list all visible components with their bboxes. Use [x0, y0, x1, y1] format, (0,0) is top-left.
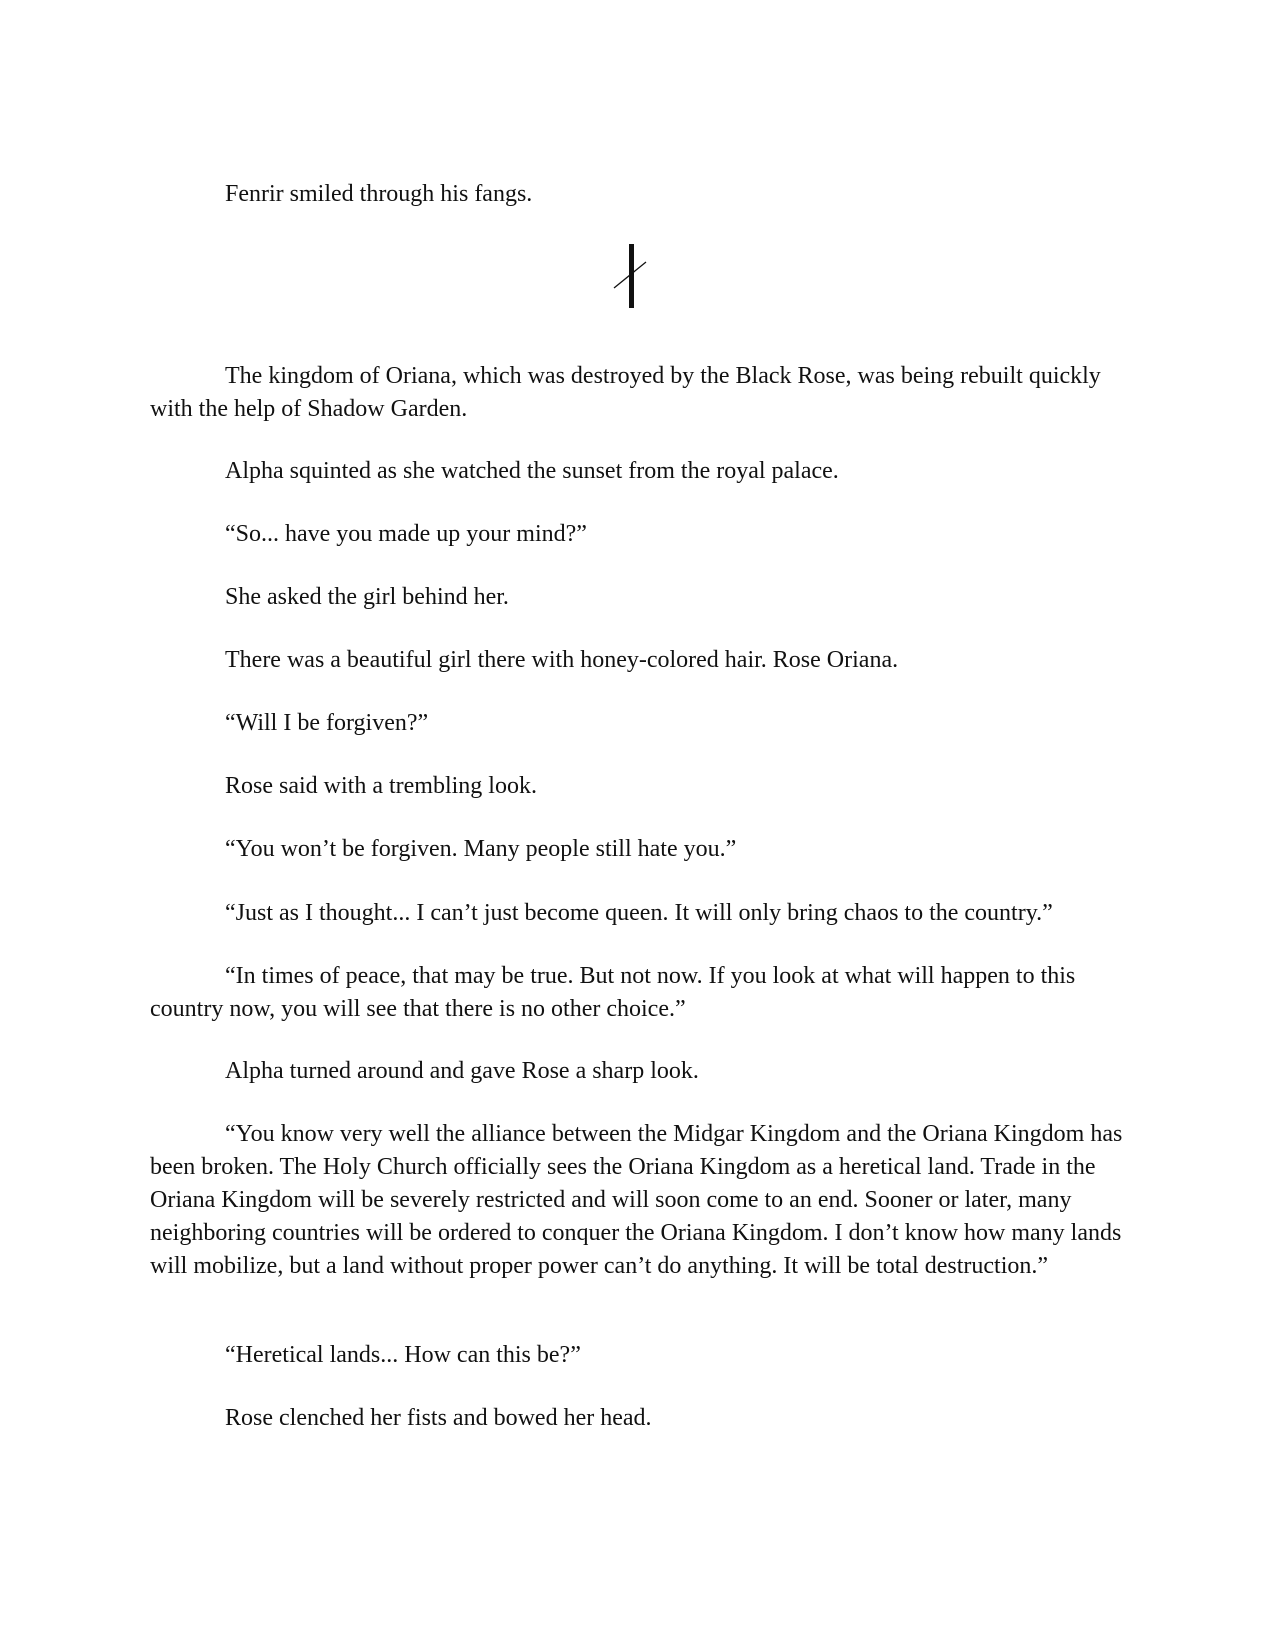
paragraph-2: The kingdom of Oriana, which was destroyed by the Black Rose, was being rebuilt quickly with the help of Shadow Garden. [150, 363, 1101, 422]
paragraph-8: Rose said with a trembling look. [225, 773, 537, 799]
paragraph-6: There was a beautiful girl there with honey-colored hair. Rose Oriana. [225, 647, 899, 673]
paragraph-14: “Heretical lands... How can this be?” [225, 1342, 581, 1368]
paragraph-13: “You know very well the alliance between the Midgar Kingdom and the Oriana Kingdom has been broken. The Holy Church officially sees the Oriana Kingdom as a heretical land. Trade in the Oriana Kingdom will be severely restricted and will soon come to an end. Sooner or later, many neighboring countries will be ordered to conquer the Oriana Kingdom. I don’t know how many lands will mobilize, but a land without proper power can’t do anything. It will be total destruction.” [150, 1121, 1123, 1279]
paragraph-1: Fenrir smiled through his fangs. [225, 181, 533, 207]
paragraph-5: She asked the girl behind her. [225, 584, 509, 610]
paragraph-12: Alpha turned around and gave Rose a sharp look. [225, 1058, 699, 1084]
sword-slash-icon [612, 244, 652, 314]
paragraph-10: “Just as I thought... I can’t just become queen. It will only bring chaos to the country.” [225, 900, 1053, 926]
paragraph-9: “You won’t be forgiven. Many people still hate you.” [225, 836, 737, 862]
paragraph-4: “So... have you made up your mind?” [225, 521, 587, 547]
paragraph-15: Rose clenched her fists and bowed her head. [225, 1405, 652, 1431]
paragraph-7: “Will I be forgiven?” [225, 710, 429, 736]
paragraph-3: Alpha squinted as she watched the sunset from the royal palace. [225, 458, 839, 484]
paragraph-11: “In times of peace, that may be true. But not now. If you look at what will happen to this country now, you will see that there is no other choice.” [150, 963, 1076, 1022]
